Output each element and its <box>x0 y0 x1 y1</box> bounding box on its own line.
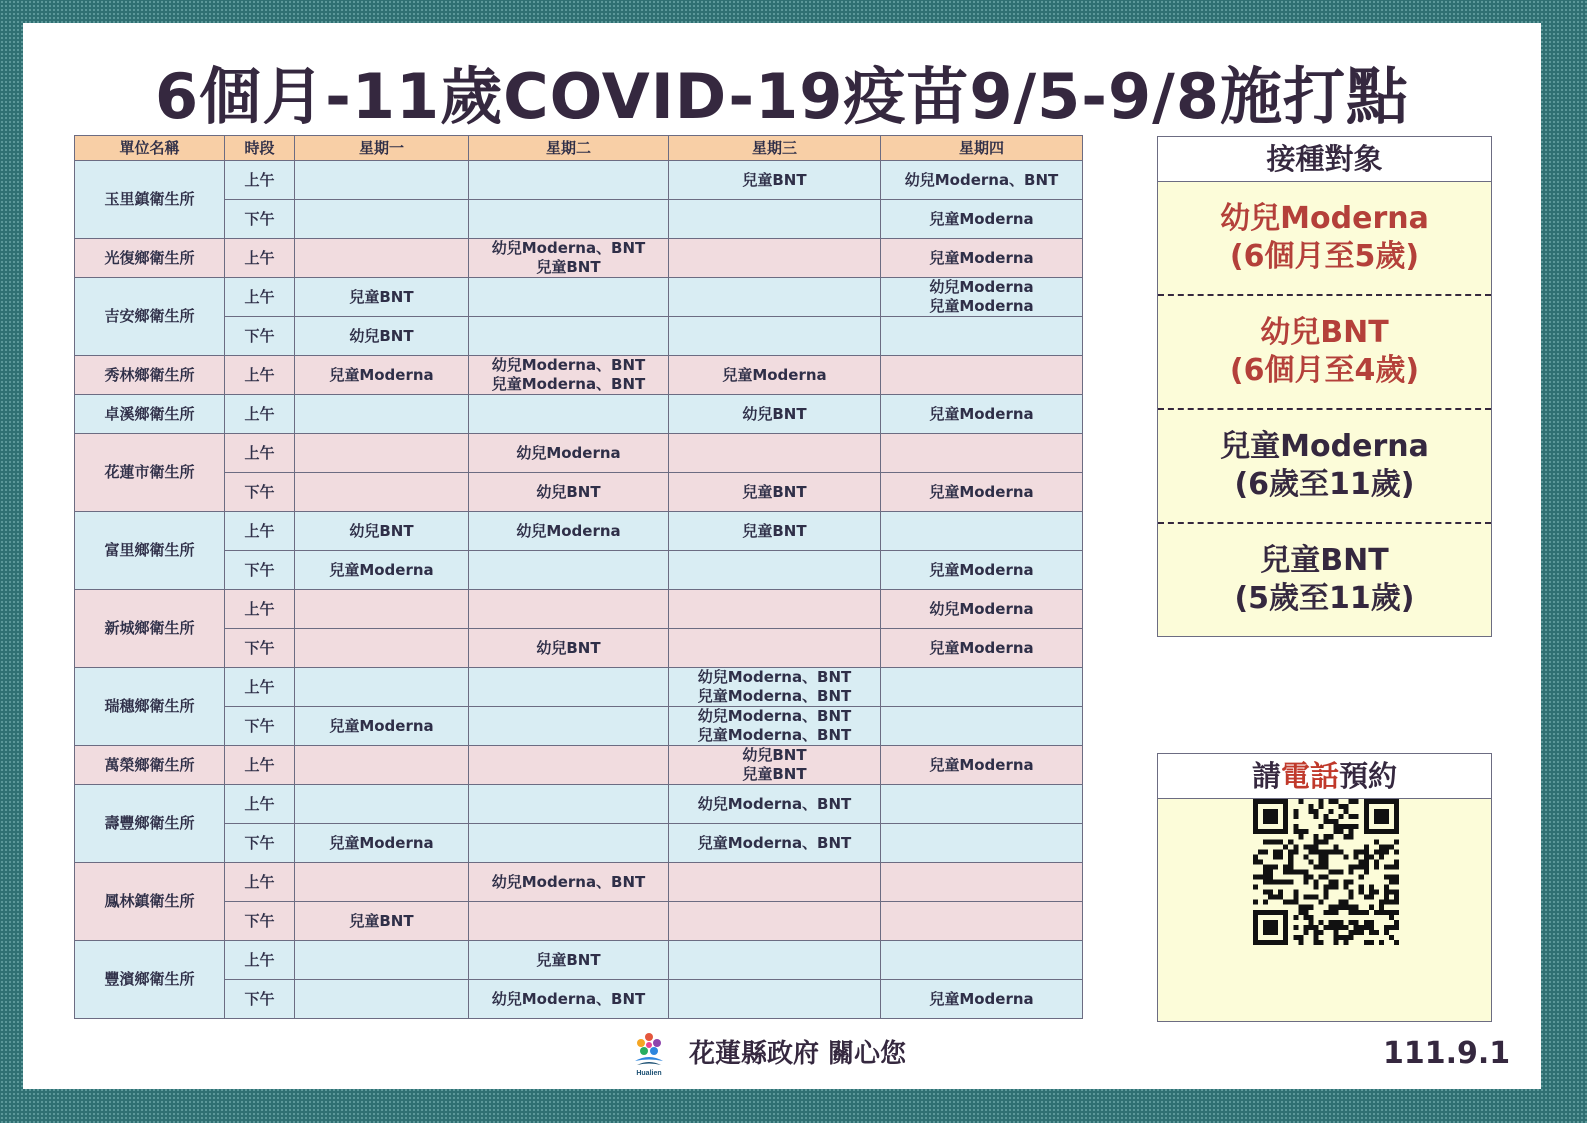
table-row <box>75 785 1083 824</box>
period-cell: 上午 <box>225 434 295 473</box>
period-cell: 下午 <box>225 902 295 941</box>
table-row <box>75 512 1083 551</box>
vaccine-cell-wed <box>669 278 881 317</box>
table-row <box>75 590 1083 629</box>
vaccine-cell-mon <box>295 473 469 512</box>
schedule-body <box>75 161 1083 1019</box>
unit-name-cell: 豐濱鄉衛生所 <box>75 941 225 1019</box>
vaccine-cell-mon <box>295 785 469 824</box>
vaccine-cell-wed: 幼兒Moderna、BNT 兒童Moderna、BNT <box>669 668 881 707</box>
table-row <box>75 629 1083 668</box>
period-cell: 上午 <box>225 590 295 629</box>
vaccine-cell-wed <box>669 551 881 590</box>
table-row <box>75 707 1083 746</box>
vaccine-cell-tue <box>469 161 669 200</box>
vaccine-cell-wed: 兒童BNT <box>669 473 881 512</box>
period-cell: 下午 <box>225 473 295 512</box>
footer-slogan: 花蓮縣政府 關心您 <box>689 1039 907 1069</box>
vaccine-cell-thu <box>881 668 1083 707</box>
vaccine-cell-tue <box>469 785 669 824</box>
vaccine-cell-mon <box>295 668 469 707</box>
vaccine-cell-wed <box>669 629 881 668</box>
vaccine-cell-mon <box>295 941 469 980</box>
vaccine-cell-thu <box>881 941 1083 980</box>
page-title: 6個月-11歲COVID-19疫苗9/5-9/8施打點 <box>155 60 1409 133</box>
target-group-age: (5歲至11歲) <box>1234 581 1415 616</box>
vaccine-cell-tue: 兒童BNT <box>469 941 669 980</box>
vaccine-cell-tue <box>469 317 669 356</box>
target-group-item <box>1158 296 1491 410</box>
vaccine-cell-mon <box>295 863 469 902</box>
period-cell: 上午 <box>225 512 295 551</box>
table-header-row <box>75 136 1083 161</box>
period-cell: 上午 <box>225 395 295 434</box>
header-tuesday: 星期二 <box>469 136 669 161</box>
header-wednesday: 星期三 <box>669 136 881 161</box>
period-cell: 上午 <box>225 668 295 707</box>
vaccine-cell-mon <box>295 746 469 785</box>
vaccine-cell-mon: 兒童Moderna <box>295 824 469 863</box>
unit-name-cell: 光復鄉衛生所 <box>75 239 225 278</box>
table-row <box>75 863 1083 902</box>
vaccine-cell-thu <box>881 512 1083 551</box>
vaccine-cell-thu: 兒童Moderna <box>881 629 1083 668</box>
vaccine-cell-wed: 兒童BNT <box>669 512 881 551</box>
period-cell: 上午 <box>225 239 295 278</box>
period-cell: 下午 <box>225 707 295 746</box>
vaccine-cell-wed <box>669 239 881 278</box>
period-cell: 上午 <box>225 941 295 980</box>
period-cell: 下午 <box>225 200 295 239</box>
vaccine-cell-thu: 兒童Moderna <box>881 200 1083 239</box>
vaccine-cell-mon: 兒童Moderna <box>295 707 469 746</box>
vaccine-cell-mon <box>295 980 469 1019</box>
target-group-name: 兒童Moderna <box>1220 429 1429 464</box>
table-row <box>75 746 1083 785</box>
period-cell: 上午 <box>225 161 295 200</box>
period-cell: 下午 <box>225 824 295 863</box>
target-groups-heading: 接種對象 <box>1158 137 1491 182</box>
vaccine-cell-wed <box>669 200 881 239</box>
vaccine-cell-wed <box>669 980 881 1019</box>
target-groups-list <box>1158 182 1491 636</box>
vaccine-cell-mon: 兒童Moderna <box>295 551 469 590</box>
vaccine-cell-tue: 幼兒Moderna <box>469 512 669 551</box>
vaccine-cell-mon: 幼兒BNT <box>295 512 469 551</box>
vaccine-cell-tue <box>469 824 669 863</box>
unit-name-cell: 富里鄉衛生所 <box>75 512 225 590</box>
vaccine-cell-tue <box>469 200 669 239</box>
hualien-logo-icon <box>631 1031 667 1077</box>
vaccine-cell-thu: 兒童Moderna <box>881 239 1083 278</box>
vaccine-cell-wed <box>669 434 881 473</box>
publish-date: 111.9.1 <box>1383 1036 1511 1071</box>
vaccine-cell-wed: 幼兒Moderna、BNT 兒童Moderna、BNT <box>669 707 881 746</box>
header-unit: 單位名稱 <box>75 136 225 161</box>
vaccine-cell-thu: 兒童Moderna <box>881 473 1083 512</box>
vaccine-cell-tue <box>469 395 669 434</box>
vaccine-cell-tue: 幼兒BNT <box>469 629 669 668</box>
vaccine-cell-thu: 兒童Moderna <box>881 395 1083 434</box>
target-group-name: 幼兒Moderna <box>1220 201 1429 236</box>
vaccine-cell-tue <box>469 902 669 941</box>
vaccine-cell-thu <box>881 707 1083 746</box>
vaccine-cell-tue <box>469 746 669 785</box>
target-group-name: 兒童BNT <box>1260 543 1389 578</box>
vaccine-cell-thu <box>881 863 1083 902</box>
vaccine-cell-thu <box>881 902 1083 941</box>
vaccine-cell-tue: 幼兒BNT <box>469 473 669 512</box>
vaccine-cell-tue: 幼兒Moderna、BNT <box>469 863 669 902</box>
target-group-age: (6歲至11歲) <box>1234 467 1415 502</box>
target-group-item <box>1158 524 1491 636</box>
table-row <box>75 902 1083 941</box>
vaccine-cell-wed <box>669 863 881 902</box>
target-group-item <box>1158 182 1491 296</box>
vaccine-cell-tue <box>469 551 669 590</box>
table-row <box>75 473 1083 512</box>
unit-name-cell: 壽豐鄉衛生所 <box>75 785 225 863</box>
vaccine-cell-mon: 兒童Moderna <box>295 356 469 395</box>
booking-highlight: 電話 <box>1280 759 1339 793</box>
poster <box>23 23 1541 1089</box>
schedule-table <box>74 135 1083 1019</box>
table-row <box>75 161 1083 200</box>
table-row <box>75 551 1083 590</box>
vaccine-cell-thu <box>881 824 1083 863</box>
vaccine-cell-thu: 兒童Moderna <box>881 746 1083 785</box>
table-row <box>75 356 1083 395</box>
table-row <box>75 824 1083 863</box>
vaccine-cell-wed <box>669 590 881 629</box>
table-row <box>75 668 1083 707</box>
booking-prefix: 請 <box>1251 759 1281 793</box>
period-cell: 下午 <box>225 551 295 590</box>
target-group-name: 幼兒BNT <box>1260 315 1389 350</box>
vaccine-cell-tue: 幼兒Moderna <box>469 434 669 473</box>
vaccine-cell-tue <box>469 707 669 746</box>
vaccine-cell-thu <box>881 785 1083 824</box>
vaccine-cell-mon <box>295 395 469 434</box>
table-row <box>75 200 1083 239</box>
vaccine-cell-tue: 幼兒Moderna、BNT 兒童Moderna、BNT <box>469 356 669 395</box>
vaccine-cell-wed: 兒童Moderna <box>669 356 881 395</box>
target-group-age: (6個月至4歲) <box>1229 353 1420 388</box>
target-group-age: (6個月至5歲) <box>1229 239 1420 274</box>
vaccine-cell-tue <box>469 668 669 707</box>
unit-name-cell: 新城鄉衛生所 <box>75 590 225 668</box>
period-cell: 上午 <box>225 356 295 395</box>
unit-name-cell: 玉里鎮衛生所 <box>75 161 225 239</box>
unit-name-cell: 卓溪鄉衛生所 <box>75 395 225 434</box>
booking-panel <box>1157 753 1492 1022</box>
vaccine-cell-wed: 幼兒BNT <box>669 395 881 434</box>
vaccine-cell-thu: 兒童Moderna <box>881 551 1083 590</box>
vaccine-cell-thu: 幼兒Moderna <box>881 590 1083 629</box>
vaccine-cell-tue <box>469 590 669 629</box>
vaccine-cell-mon <box>295 161 469 200</box>
vaccine-cell-mon: 兒童BNT <box>295 278 469 317</box>
vaccine-cell-mon <box>295 434 469 473</box>
target-group-item <box>1158 410 1491 524</box>
logo-caption: Hualien <box>636 1070 662 1077</box>
header-monday: 星期一 <box>295 136 469 161</box>
table-row <box>75 980 1083 1019</box>
table-row <box>75 941 1083 980</box>
period-cell: 上午 <box>225 863 295 902</box>
vaccine-cell-mon: 兒童BNT <box>295 902 469 941</box>
period-cell: 上午 <box>225 746 295 785</box>
booking-suffix: 預約 <box>1339 759 1398 793</box>
unit-name-cell: 吉安鄉衛生所 <box>75 278 225 356</box>
table-row <box>75 317 1083 356</box>
vaccine-cell-thu <box>881 434 1083 473</box>
vaccine-cell-thu: 幼兒Moderna 兒童Moderna <box>881 278 1083 317</box>
booking-heading <box>1158 754 1491 799</box>
table-row <box>75 434 1083 473</box>
vaccine-cell-mon <box>295 629 469 668</box>
period-cell: 下午 <box>225 629 295 668</box>
vaccine-cell-wed <box>669 941 881 980</box>
table-row <box>75 395 1083 434</box>
unit-name-cell: 瑞穗鄉衛生所 <box>75 668 225 746</box>
period-cell: 上午 <box>225 278 295 317</box>
vaccine-cell-thu: 兒童Moderna <box>881 980 1083 1019</box>
vaccine-cell-thu <box>881 317 1083 356</box>
table-row <box>75 239 1083 278</box>
vaccine-cell-thu: 幼兒Moderna、BNT <box>881 161 1083 200</box>
period-cell: 上午 <box>225 785 295 824</box>
table-row <box>75 278 1083 317</box>
vaccine-cell-wed: 幼兒Moderna、BNT <box>669 785 881 824</box>
vaccine-cell-wed <box>669 902 881 941</box>
unit-name-cell: 萬榮鄉衛生所 <box>75 746 225 785</box>
vaccine-cell-wed <box>669 317 881 356</box>
unit-name-cell: 鳳林鎮衛生所 <box>75 863 225 941</box>
vaccine-cell-mon <box>295 590 469 629</box>
unit-name-cell: 秀林鄉衛生所 <box>75 356 225 395</box>
vaccine-cell-tue <box>469 278 669 317</box>
vaccine-cell-mon: 幼兒BNT <box>295 317 469 356</box>
header-period: 時段 <box>225 136 295 161</box>
vaccine-cell-wed: 兒童BNT <box>669 161 881 200</box>
vaccine-cell-tue: 幼兒Moderna、BNT <box>469 980 669 1019</box>
period-cell: 下午 <box>225 317 295 356</box>
header-thursday: 星期四 <box>881 136 1083 161</box>
vaccine-cell-wed: 兒童Moderna、BNT <box>669 824 881 863</box>
vaccine-cell-tue: 幼兒Moderna、BNT 兒童BNT <box>469 239 669 278</box>
target-groups-panel <box>1157 136 1492 637</box>
vaccine-cell-wed: 幼兒BNT 兒童BNT <box>669 746 881 785</box>
vaccine-cell-mon <box>295 200 469 239</box>
period-cell: 下午 <box>225 980 295 1019</box>
vaccine-cell-mon <box>295 239 469 278</box>
qr-code-icon[interactable] <box>1253 799 1399 945</box>
unit-name-cell: 花蓮市衛生所 <box>75 434 225 512</box>
vaccine-cell-thu <box>881 356 1083 395</box>
